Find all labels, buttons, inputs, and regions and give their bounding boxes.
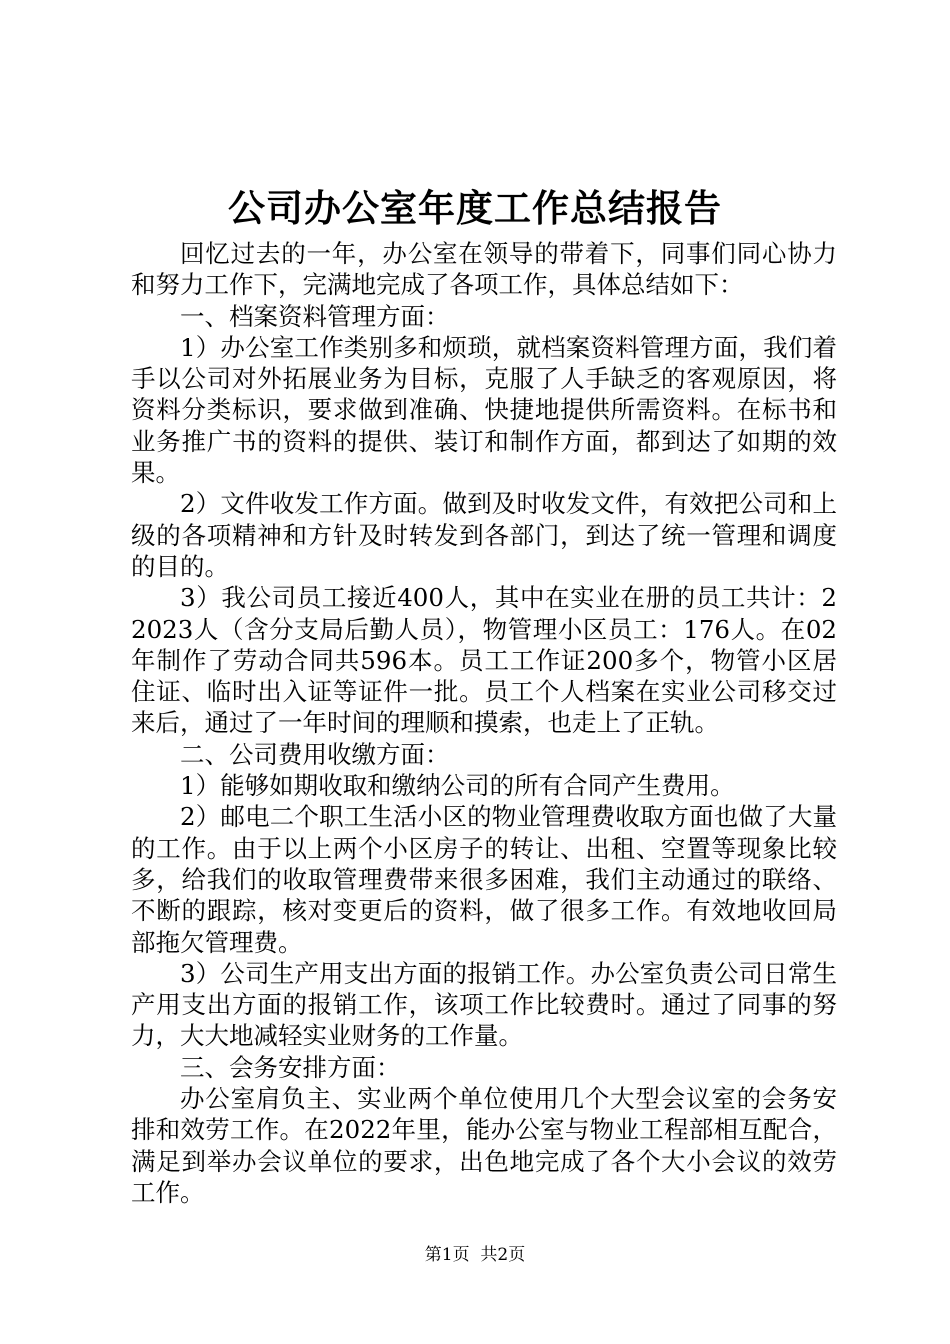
paragraph-fees-2: 2）邮电二个职工生活小区的物业管理费收取方面也做了大量的工作。由于以上两个小区房子的转让、出租、空置等现象比较多，给我们的收取管理费带来很多困难，我们主动通过的联络、不断的跟踪，核对变更后的资料，做了很多工作。有效地收回局部拖欠管理费。 <box>131 802 837 957</box>
paragraph-archives-2: 2）文件收发工作方面。做到及时收发文件，有效把公司和上级的各项精神和方针及时转发到各部门，到达了统一管理和调度的目的。 <box>131 489 837 581</box>
paragraph-archives-3: 3）我公司员工接近400人，其中在实业在册的员工共计：22023人（含分支局后勤人员），物管理小区员工：176人。在02年制作了劳动合同共596本。员工工作证200多个，物管小区居住证、临时出入证等证件一批。员工个人档案在实业公司移交过来后，通过了一年时间的理顺和摸索，也走上了正轨。 <box>131 583 837 738</box>
document-title: 公司办公室年度工作总结报告 <box>228 186 722 230</box>
section-heading-fees: 二、公司费用收缴方面： <box>180 739 450 769</box>
document-body <box>131 238 837 1208</box>
section-heading-archives: 一、档案资料管理方面： <box>180 301 450 331</box>
page-number-footer: 第1页 共2页 <box>424 1245 526 1265</box>
paragraph-fees-1: 1）能够如期收取和缴纳公司的所有合同产生费用。 <box>180 771 735 801</box>
section-heading-meetings: 三、会务安排方面： <box>180 1052 401 1082</box>
paragraph-meetings-1: 办公室肩负主、实业两个单位使用几个大型会议室的会务安排和效劳工作。在2022年里，能办公室与物业工程部相互配合，满足到举办会议单位的要求，出色地完成了各个大小会议的效劳工作。 <box>131 1084 837 1207</box>
intro-paragraph: 回忆过去的一年，办公室在领导的带着下，同事们同心协力和努力工作下，完满地完成了各项工作，具体总结如下： <box>131 239 837 300</box>
paragraph-archives-1: 1）办公室工作类别多和烦琐，就档案资料管理方面，我们着手以公司对外拓展业务为目标，克服了人手缺乏的客观原因，将资料分类标识，要求做到准确、快捷地提供所需资料。在标书和业务推广书的资料的提供、装订和制作方面，都到达了如期的效果。 <box>131 332 837 488</box>
paragraph-fees-3: 3）公司生产用支出方面的报销工作。办公室负责公司日常生产用支出方面的报销工作，该项工作比较费时。通过了同事的努力，大大地减轻实业财务的工作量。 <box>131 958 837 1051</box>
